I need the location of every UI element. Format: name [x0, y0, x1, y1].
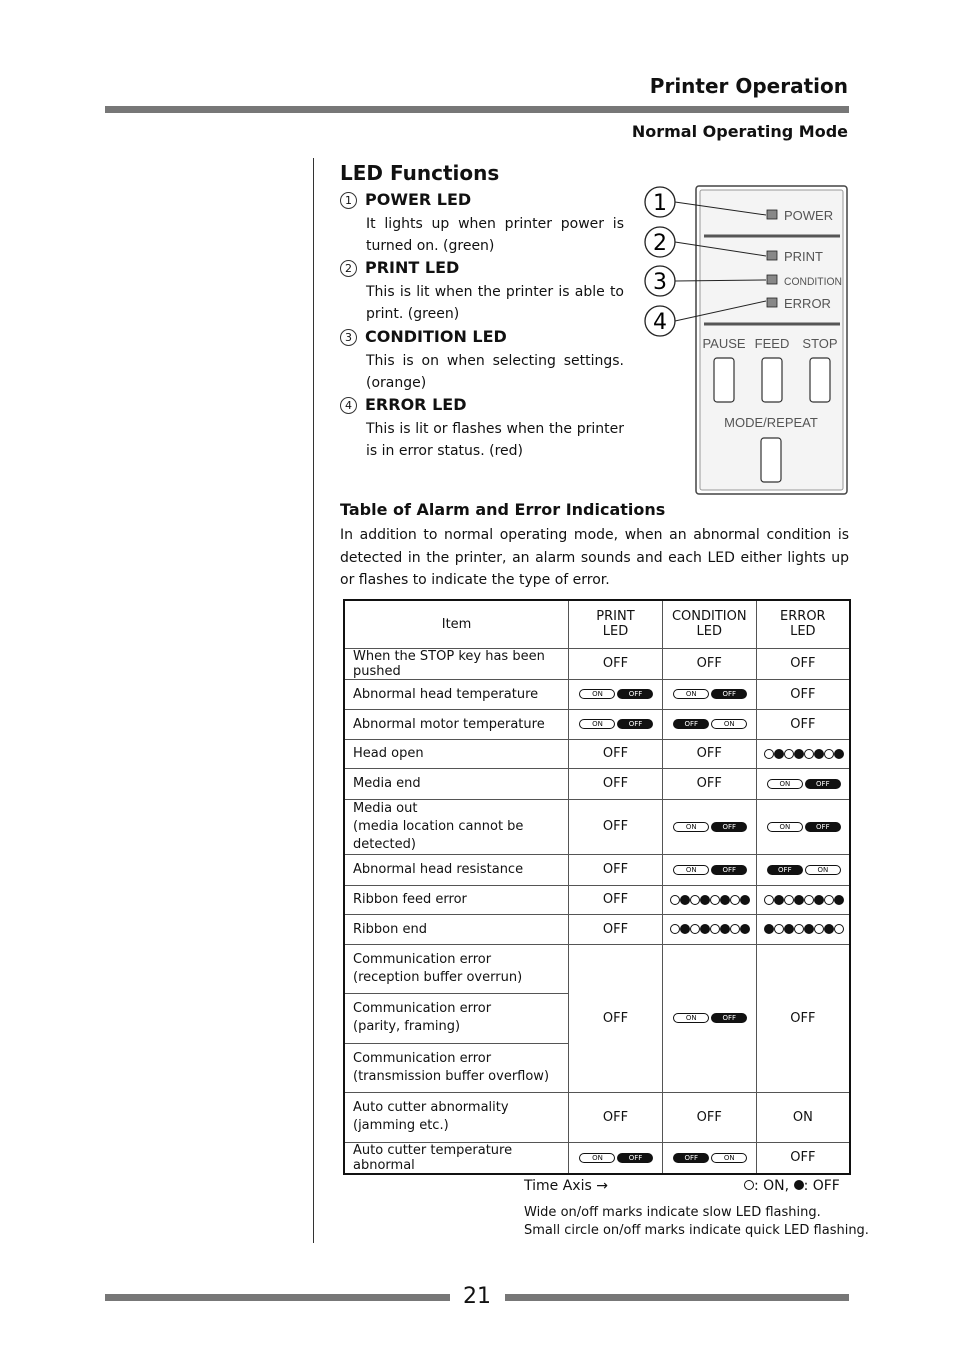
off-dot — [720, 924, 730, 934]
header-item: Item — [344, 600, 569, 648]
flash-slow-indicator — [673, 1153, 745, 1163]
cell-print: OFF — [569, 799, 663, 854]
off-dot — [804, 924, 814, 934]
pause-button — [714, 358, 734, 402]
table-row — [344, 679, 850, 709]
cell-error: OFF — [756, 648, 850, 679]
alarm-table-title: Table of Alarm and Error Indications — [340, 500, 666, 519]
cell-error: OFF — [756, 944, 850, 1092]
on-dot — [670, 924, 680, 934]
on-dot — [764, 749, 774, 759]
cell-condition — [662, 679, 756, 709]
row-item: Abnormal head resistance — [344, 854, 569, 885]
svg-text:ERROR: ERROR — [784, 296, 831, 311]
table-row — [344, 739, 850, 768]
on-circle-icon — [744, 1180, 754, 1190]
svg-text:PRINT: PRINT — [784, 249, 823, 264]
flash-quick-indicator — [670, 895, 748, 905]
header-error-led: ERROR LED — [756, 600, 850, 648]
callout-number: 2 — [340, 260, 357, 277]
on-dot — [824, 749, 834, 759]
cell-error: OFF — [756, 709, 850, 739]
off-dot — [680, 924, 690, 934]
led-name: PRINT LED — [365, 258, 460, 277]
flash-slow-indicator — [579, 719, 651, 729]
on-dot — [690, 895, 700, 905]
footer-rule-right — [505, 1294, 849, 1301]
off-dot — [834, 895, 844, 905]
led-description: This is on when selecting settings. (orange) — [366, 353, 624, 391]
flash-slow-indicator — [673, 865, 745, 875]
cell-condition — [662, 885, 756, 914]
pause-label: PAUSE — [702, 336, 746, 351]
on-dot — [710, 895, 720, 905]
flash-slow-indicator — [767, 779, 839, 789]
off-segment: OFF — [711, 822, 747, 832]
on-dot — [824, 895, 834, 905]
footer-rule-left — [105, 1294, 450, 1301]
off-segment: OFF — [805, 779, 841, 789]
off-segment: OFF — [711, 865, 747, 875]
callout-4 — [645, 306, 675, 336]
cell-condition — [662, 914, 756, 944]
off-segment: OFF — [711, 1013, 747, 1023]
alarm-intro: In addition to normal operating mode, when an abnormal condition is detected in the printer, an alarm sounds and each LED either lights up or flashes to indicate the type of error. — [340, 527, 849, 588]
cell-print — [569, 679, 663, 709]
svg-text:POWER: POWER — [784, 208, 834, 223]
off-dot — [720, 895, 730, 905]
cell-print — [569, 709, 663, 739]
led-functions-title: LED Functions — [340, 161, 500, 185]
table-row — [344, 648, 850, 679]
table-header-row — [344, 600, 850, 648]
table-row — [344, 914, 850, 944]
header-condition-led: CONDITION LED — [662, 600, 756, 648]
on-segment: ON — [579, 689, 615, 699]
on-dot — [670, 895, 680, 905]
flash-slow-indicator — [673, 689, 745, 699]
row-item: When the STOP key has been pushed — [344, 648, 569, 679]
flash-slow-indicator — [767, 865, 839, 875]
led-name: CONDITION LED — [365, 327, 507, 346]
on-segment: ON — [673, 689, 709, 699]
cell-error — [756, 739, 850, 768]
off-dot — [834, 749, 844, 759]
off-dot — [740, 895, 750, 905]
cell-condition: OFF — [662, 648, 756, 679]
control-panel-illustration — [640, 180, 855, 500]
on-dot — [764, 895, 774, 905]
on-segment: ON — [711, 719, 747, 729]
stop-button — [810, 358, 830, 402]
led-item-error — [340, 394, 624, 462]
off-dot — [824, 924, 834, 934]
header-subtitle: Normal Operating Mode — [631, 122, 848, 141]
off-circle-icon — [794, 1180, 804, 1190]
off-segment: OFF — [673, 719, 709, 729]
svg-text:4: 4 — [653, 310, 667, 335]
off-dot — [764, 924, 774, 934]
row-item: Ribbon feed error — [344, 885, 569, 914]
on-dot — [784, 895, 794, 905]
row-item: Communication error (parity, framing) — [344, 993, 569, 1043]
cell-print — [569, 1142, 663, 1174]
cell-condition — [662, 944, 756, 1092]
callout-1 — [645, 187, 675, 217]
led-name: ERROR LED — [365, 395, 467, 414]
table-row — [344, 799, 850, 854]
flash-slow-indicator — [767, 822, 839, 832]
off-segment: OFF — [617, 719, 653, 729]
on-dot — [710, 924, 720, 934]
on-segment: ON — [711, 1153, 747, 1163]
on-segment: ON — [805, 865, 841, 875]
table-row — [344, 768, 850, 799]
row-item: Head open — [344, 739, 569, 768]
cell-print: OFF — [569, 648, 663, 679]
stop-label: STOP — [802, 336, 838, 351]
off-dot — [794, 749, 804, 759]
legend-off-text: : OFF — [803, 1178, 840, 1194]
callout-number: 1 — [340, 192, 357, 209]
off-dot — [700, 895, 710, 905]
row-item: Communication error (reception buffer overrun) — [344, 944, 569, 993]
table-row — [344, 709, 850, 739]
flash-slow-indicator — [673, 822, 745, 832]
table-row — [344, 1142, 850, 1174]
row-item: Media out (media location cannot be detected) — [344, 799, 569, 854]
off-dot — [784, 924, 794, 934]
cell-error — [756, 885, 850, 914]
flash-slow-indicator — [673, 719, 745, 729]
off-segment: OFF — [617, 689, 653, 699]
on-dot — [794, 924, 804, 934]
cell-error: OFF — [756, 679, 850, 709]
on-dot — [730, 895, 740, 905]
led-item-condition — [340, 326, 624, 394]
on-dot — [814, 924, 824, 934]
flash-quick-indicator — [670, 924, 748, 934]
on-dot — [784, 749, 794, 759]
off-dot — [774, 895, 784, 905]
row-item: Auto cutter abnormality (jamming etc.) — [344, 1092, 569, 1142]
cell-print: OFF — [569, 885, 663, 914]
cell-error — [756, 854, 850, 885]
off-dot — [814, 749, 824, 759]
led-name: POWER LED — [365, 190, 472, 209]
table-row — [344, 854, 850, 885]
on-segment: ON — [673, 1013, 709, 1023]
svg-text:CONDITION: CONDITION — [784, 276, 843, 288]
callout-3 — [645, 266, 675, 296]
cell-condition — [662, 1142, 756, 1174]
led-item-print — [340, 257, 624, 325]
cell-print: OFF — [569, 854, 663, 885]
svg-text:2: 2 — [653, 231, 667, 256]
off-segment: OFF — [805, 822, 841, 832]
on-dot — [804, 895, 814, 905]
led-description: It lights up when printer power is turned on. (green) — [366, 216, 624, 254]
cell-print: OFF — [569, 739, 663, 768]
on-dot — [730, 924, 740, 934]
row-item: Ribbon end — [344, 914, 569, 944]
flash-slow-indicator — [579, 689, 651, 699]
cell-print: OFF — [569, 944, 663, 1092]
table-row — [344, 944, 850, 993]
on-dot — [774, 924, 784, 934]
alarm-table — [343, 599, 851, 1175]
callout-number: 3 — [340, 329, 357, 346]
on-dot — [690, 924, 700, 934]
cell-condition: OFF — [662, 739, 756, 768]
mode-repeat-button — [761, 438, 781, 482]
off-segment: OFF — [673, 1153, 709, 1163]
on-segment: ON — [767, 779, 803, 789]
on-segment: ON — [579, 1153, 615, 1163]
cell-print: OFF — [569, 768, 663, 799]
led-item-power — [340, 189, 624, 257]
on-dot — [834, 924, 844, 934]
svg-text:3: 3 — [653, 270, 667, 295]
row-item: Auto cutter temperature abnormal — [344, 1142, 569, 1174]
cell-error — [756, 799, 850, 854]
feed-button — [762, 358, 782, 402]
cell-error — [756, 768, 850, 799]
header-title: Printer Operation — [649, 74, 848, 98]
off-dot — [700, 924, 710, 934]
off-dot — [794, 895, 804, 905]
legend-on-text: : ON, — [754, 1178, 790, 1194]
svg-text:1: 1 — [653, 191, 667, 216]
flash-slow-indicator — [579, 1153, 651, 1163]
cell-condition: OFF — [662, 768, 756, 799]
row-item: Communication error (transmission buffer overflow) — [344, 1043, 569, 1092]
cell-error: OFF — [756, 1142, 850, 1174]
flash-quick-indicator — [764, 749, 842, 759]
off-segment: OFF — [617, 1153, 653, 1163]
on-segment: ON — [673, 865, 709, 875]
flash-quick-indicator — [764, 924, 842, 934]
row-item: Abnormal motor temperature — [344, 709, 569, 739]
cell-condition: OFF — [662, 1092, 756, 1142]
flash-quick-indicator — [764, 895, 842, 905]
led-description: This is lit when the printer is able to print. (green) — [366, 284, 624, 322]
off-dot — [680, 895, 690, 905]
on-off-legend — [744, 1178, 840, 1194]
note-slow-flashing: Wide on/off marks indicate slow LED flashing. — [524, 1205, 821, 1220]
on-segment: ON — [579, 719, 615, 729]
cell-print: OFF — [569, 1092, 663, 1142]
off-dot — [774, 749, 784, 759]
time-axis-legend: Time Axis → — [524, 1178, 608, 1194]
on-segment: ON — [673, 822, 709, 832]
off-segment: OFF — [767, 865, 803, 875]
page-number: 21 — [463, 1284, 491, 1309]
off-dot — [814, 895, 824, 905]
on-dot — [804, 749, 814, 759]
cell-condition — [662, 709, 756, 739]
flash-slow-indicator — [673, 1013, 745, 1023]
cell-error: ON — [756, 1092, 850, 1142]
cell-print: OFF — [569, 914, 663, 944]
cell-condition — [662, 854, 756, 885]
note-quick-flashing: Small circle on/off marks indicate quick LED flashing. — [524, 1223, 869, 1238]
margin-rule — [313, 158, 314, 1243]
row-item: Media end — [344, 768, 569, 799]
table-row — [344, 1092, 850, 1142]
on-segment: ON — [767, 822, 803, 832]
off-dot — [740, 924, 750, 934]
header-rule — [105, 106, 849, 113]
cell-condition — [662, 799, 756, 854]
header-print-led: PRINT LED — [569, 600, 663, 648]
table-row — [344, 885, 850, 914]
mode-repeat-label: MODE/REPEAT — [724, 415, 818, 430]
off-segment: OFF — [711, 689, 747, 699]
feed-label: FEED — [754, 336, 790, 351]
cell-error — [756, 914, 850, 944]
callout-2 — [645, 227, 675, 257]
callout-number: 4 — [340, 397, 357, 414]
led-description: This is lit or flashes when the printer is in error status. (red) — [366, 421, 624, 459]
row-item: Abnormal head temperature — [344, 679, 569, 709]
